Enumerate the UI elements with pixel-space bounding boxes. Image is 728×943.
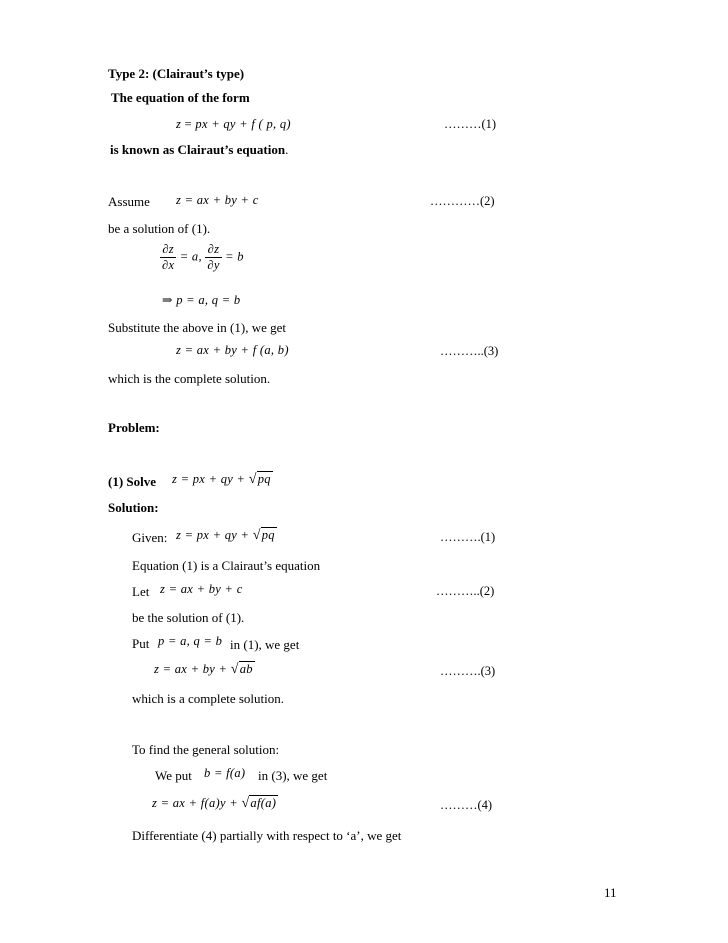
equation-1-ref: ………(1) xyxy=(444,117,497,131)
sqrt-icon: √ xyxy=(241,796,250,811)
given-radicand: pq xyxy=(261,528,275,542)
complete-solution-dot: . xyxy=(266,371,271,386)
complete-solution-text xyxy=(108,371,270,387)
known-as-dot: . xyxy=(285,142,289,157)
given-equation xyxy=(176,528,277,544)
dz-dy-fraction xyxy=(205,242,221,273)
equation-4-prefix: z = ax + f(a)y + xyxy=(152,796,238,810)
we-put-tail: in (3), we get xyxy=(258,768,328,783)
equation-1: z = px + qy + f ( p, q) xyxy=(176,117,291,131)
given-ref: ……….(1) xyxy=(440,530,496,544)
general-solution-text: To find the general solution: xyxy=(132,742,280,757)
implies-equation: ⇒ p = a, q = b xyxy=(162,293,241,307)
put-equation: p = a, q = b xyxy=(158,634,223,648)
put-label: Put xyxy=(132,636,150,651)
clairaut-note: Equation (1) is a Clairaut’s equation xyxy=(132,558,321,573)
equals-b: = b xyxy=(225,249,244,264)
solution-heading: Solution: xyxy=(108,500,159,515)
solution-equation-3 xyxy=(154,662,255,678)
equals-a: = a, xyxy=(179,249,202,264)
known-as-bold: is known as Clairaut’s equation xyxy=(110,142,286,157)
dy-denominator: ∂y xyxy=(207,258,220,272)
equation-3: z = ax + by + f (a, b) xyxy=(176,343,289,357)
equation-1-rhs: px + qy + f ( p, q) xyxy=(195,117,291,131)
let-label: Let xyxy=(132,584,150,599)
solve-radicand: pq xyxy=(257,472,271,486)
solution-equation-3-prefix: z = ax + by + xyxy=(154,662,228,676)
complete-solution-words: which is the complete solution xyxy=(108,371,267,386)
complete-solution-2-text: which is a complete solution. xyxy=(132,691,285,706)
dz-numerator-2: ∂z xyxy=(205,242,221,258)
assume-equation: z = ax + by + c xyxy=(176,193,259,207)
equation-4-radicand: af(a) xyxy=(250,796,277,810)
page-number: 11 xyxy=(604,885,617,900)
dx-denominator: ∂x xyxy=(162,258,175,272)
let-equation: z = ax + by + c xyxy=(160,582,243,596)
solve-equation-prefix: z = px + qy + xyxy=(172,472,246,486)
solve-label: (1) Solve xyxy=(108,474,157,489)
let-ref: ………..(2) xyxy=(436,584,495,598)
solution-equation-3-radicand: ab xyxy=(239,662,253,676)
problem-heading: Problem: xyxy=(108,420,160,435)
sqrt-icon: √ xyxy=(248,472,257,487)
we-put-equation: b = f(a) xyxy=(204,766,246,780)
sqrt-icon: √ xyxy=(252,528,261,543)
given-equation-prefix: z = px + qy + xyxy=(176,528,250,542)
dz-numerator: ∂z xyxy=(160,242,176,258)
given-label: Given: xyxy=(132,530,168,545)
intro-text: The equation of the form xyxy=(111,90,250,105)
be-solution-text: be a solution of (1). xyxy=(108,221,211,236)
assume-label: Assume xyxy=(108,194,150,209)
section-heading: Type 2: (Clairaut’s type) xyxy=(108,66,245,81)
we-put-label: We put xyxy=(155,768,192,783)
equation-4 xyxy=(152,796,278,812)
differentiate-text: Differentiate (4) partially with respect to ‘a’, we get xyxy=(132,828,402,843)
assume-ref: …………(2) xyxy=(430,194,495,208)
sqrt-icon: √ xyxy=(230,662,239,677)
be-solution-2-text: be the solution of (1). xyxy=(132,610,245,625)
known-as-text xyxy=(110,142,288,158)
partial-derivatives xyxy=(160,242,244,273)
equation-1-lhs: z xyxy=(176,117,182,131)
dz-dx-fraction xyxy=(160,242,176,273)
equation-4-ref: ………(4) xyxy=(440,798,493,812)
substitute-text: Substitute the above in (1), we get xyxy=(108,320,286,335)
solution-equation-3-ref: ……….(3) xyxy=(440,664,496,678)
equation-3-ref: ………..(3) xyxy=(440,344,499,358)
solve-equation xyxy=(172,472,273,488)
put-tail: in (1), we get xyxy=(230,637,300,652)
